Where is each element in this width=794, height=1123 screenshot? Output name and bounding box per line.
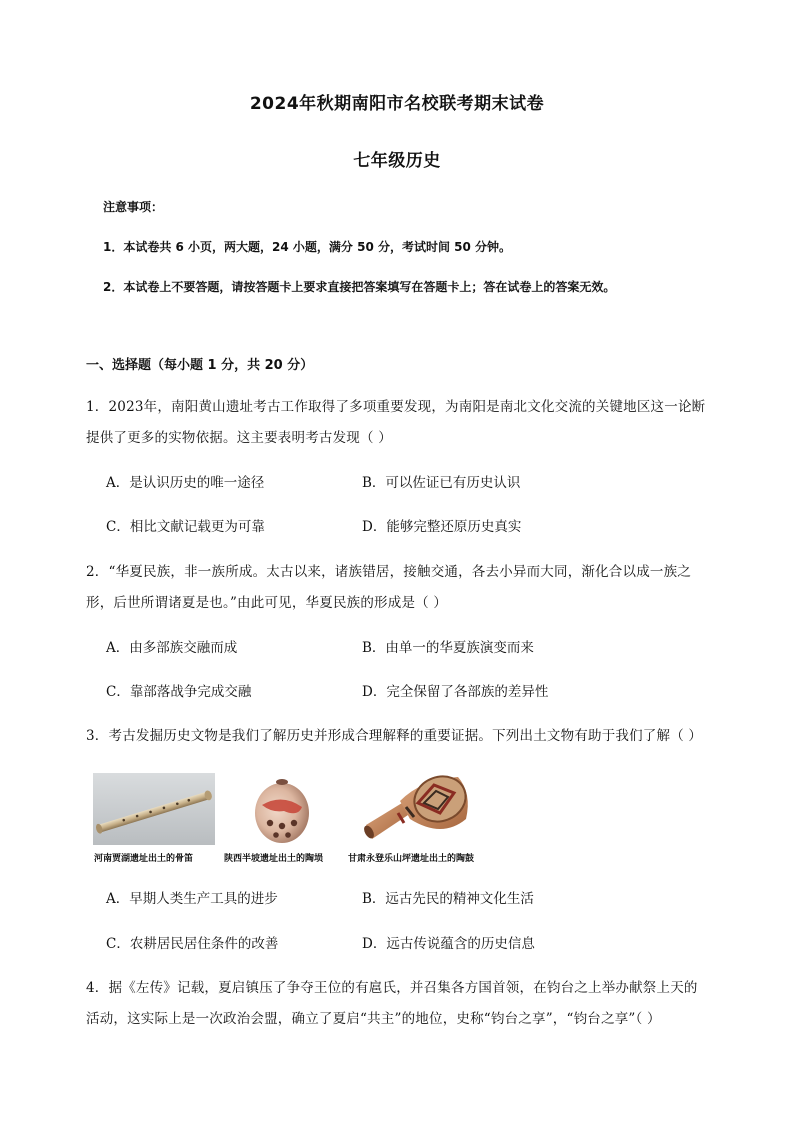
notes-item-2: 2．本试卷上不要答题，请按答题卡上要求直接把答案填写在答题卡上；答在试卷上的答案无效。 [103, 280, 616, 294]
pottery-drum-image [362, 773, 474, 845]
question-3-option-a: A．早期人类生产工具的进步 [106, 891, 278, 907]
notes-item-1: 1．本试卷共 6 小页，两大题，24 小题，满分 50 分，考试时间 50 分钟。 [103, 240, 512, 254]
question-3-option-c: C．农耕居民居住条件的改善 [106, 936, 279, 952]
question-2-line-2: 形，后世所谓诸夏是也。”由此可见，华夏民族的形成是（ ） [86, 595, 448, 611]
figure-caption-3: 甘肃永登乐山坪遗址出土的陶鼓 [348, 854, 475, 864]
notes-heading: 注意事项： [103, 200, 164, 214]
question-2-option-a: A．由多部族交融而成 [106, 640, 238, 656]
question-1-line-1: 1．2023年，南阳黄山遗址考古工作取得了多项重要发现，为南阳是南北文化交流的关键地区这一论断 [86, 399, 706, 415]
question-3-option-b: B．远古先民的精神文化生活 [362, 891, 534, 907]
question-3-option-d: D．远古传说蕴含的历史信息 [362, 936, 535, 952]
question-2-line-1: 2．“华夏民族，非一族所成。太古以来，诸族错居，接触交通，各去小异而大同，渐化合以成一族之 [86, 564, 691, 580]
exam-title: 2024年秋期南阳市名校联考期末试卷 [249, 94, 545, 114]
exam-subtitle: 七年级历史 [353, 151, 441, 171]
question-2-option-d: D．完全保留了各部族的差异性 [362, 684, 549, 700]
question-1-line-2: 提供了更多的实物依据。这主要表明考古发现（ ） [86, 430, 392, 446]
question-1-option-c: C．相比文献记载更为可靠 [106, 519, 265, 535]
question-4-line-1: 4．据《左传》记载，夏启镇压了争夺王位的有扈氏，并召集各方国首领，在钧台之上举办献祭上天的 [86, 980, 698, 996]
section-heading: 一、选择题（每小题 1 分，共 20 分） [86, 358, 314, 373]
question-2-option-b: B．由单一的华夏族演变而来 [362, 640, 534, 656]
question-1-option-d: D．能够完整还原历史真实 [362, 519, 522, 535]
bone-flute-image [93, 773, 215, 845]
question-3-line-1: 3．考古发掘历史文物是我们了解历史并形成合理解释的重要证据。下列出土文物有助于我们了解（ ） [86, 728, 703, 744]
question-4-line-2: 活动，这实际上是一次政治会盟，确立了夏启“共主”的地位，史称“钧台之享”，“钧台之享”（ ） [86, 1011, 661, 1027]
question-1-option-b: B．可以佐证已有历史认识 [362, 475, 521, 491]
pottery-xun-image [250, 773, 314, 845]
figure-caption-2: 陕西半坡遗址出土的陶埙 [224, 854, 324, 864]
question-2-option-c: C．靠部落战争完成交融 [106, 684, 252, 700]
question-1-option-a: A．是认识历史的唯一途径 [106, 475, 265, 491]
figure-caption-1: 河南贾湖遗址出土的骨笛 [94, 854, 194, 864]
